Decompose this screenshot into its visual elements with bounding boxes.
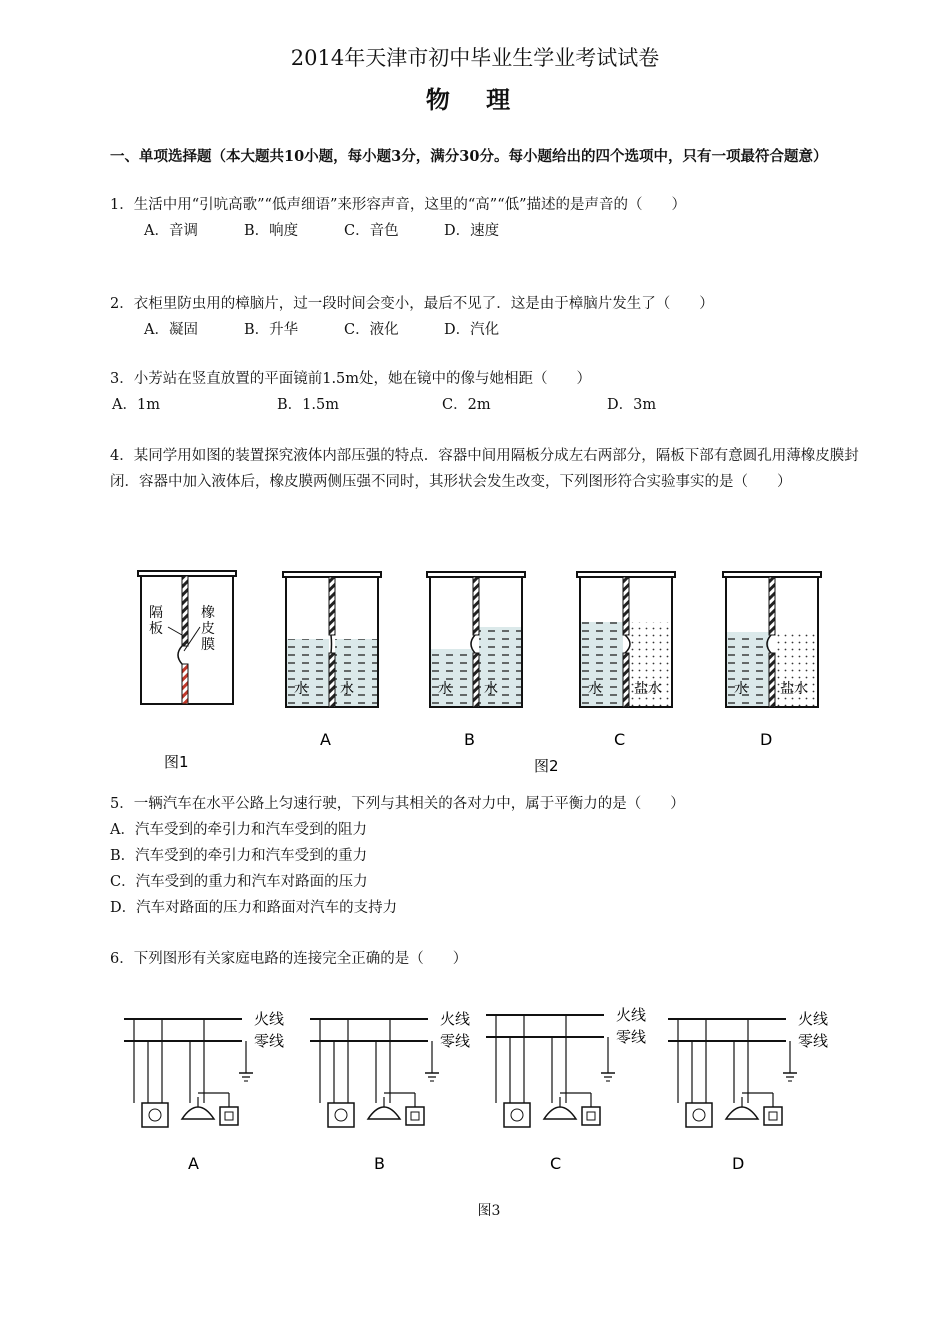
figure-2-panels bbox=[283, 572, 821, 749]
membrane bbox=[331, 635, 332, 653]
question-stem: 3．小芳站在竖直放置的平面镜前1.5m处，她在镜中的像与她相距（ ） bbox=[110, 371, 592, 387]
divider-lower bbox=[473, 653, 479, 707]
question-6 bbox=[110, 946, 870, 972]
panel-letter: C bbox=[614, 730, 626, 749]
figure-3-caption: 图3 bbox=[477, 1203, 501, 1219]
membrane-label-3: 膜 bbox=[201, 637, 215, 653]
lamp-icon bbox=[182, 1107, 214, 1119]
question-stem: 2．衣柜里防虫用的樟脑片，过一段时间会变小，最后不见了．这是由于樟脑片发生了（ ） bbox=[110, 296, 714, 312]
socket-icon bbox=[328, 1103, 354, 1127]
circuit-d bbox=[668, 1010, 828, 1173]
liquid-label-left: 水 bbox=[294, 681, 308, 697]
option-c[interactable]: C．液化 bbox=[344, 322, 399, 338]
figure-pressure bbox=[110, 555, 862, 787]
socket-icon bbox=[686, 1103, 712, 1127]
question-stem: 5．一辆汽车在水平公路上匀速行驶，下列与其相关的各对力中，属于平衡力的是（ ） bbox=[110, 796, 685, 812]
live-label: 火线 bbox=[254, 1010, 285, 1028]
option-c[interactable]: C．汽车受到的重力和汽车对路面的压力 bbox=[110, 874, 368, 890]
switch-icon bbox=[764, 1107, 782, 1125]
divider-upper bbox=[329, 577, 335, 635]
circuit-c bbox=[486, 1006, 646, 1173]
beaker-d bbox=[723, 572, 821, 749]
partition-label-2: 板 bbox=[149, 621, 163, 637]
divider-upper bbox=[473, 577, 479, 635]
options-row bbox=[110, 317, 870, 343]
neutral-label: 零线 bbox=[440, 1032, 471, 1050]
question-4 bbox=[110, 443, 870, 495]
options-row bbox=[110, 218, 870, 244]
options-row bbox=[110, 392, 870, 418]
circuit-letter: D bbox=[732, 1154, 745, 1173]
switch-icon bbox=[582, 1107, 600, 1125]
circuit-panels bbox=[124, 1006, 828, 1173]
option-b[interactable]: B．升华 bbox=[244, 322, 299, 338]
switch-icon bbox=[406, 1107, 424, 1125]
question-2 bbox=[110, 291, 870, 343]
liquid-label-right: 水 bbox=[484, 681, 498, 697]
circuit-letter: A bbox=[188, 1154, 199, 1173]
option-d[interactable]: D．汽车对路面的压力和路面对汽车的支持力 bbox=[110, 900, 398, 916]
divider-upper bbox=[769, 577, 775, 635]
option-b[interactable]: B．汽车受到的牵引力和汽车受到的重力 bbox=[110, 848, 368, 864]
question-5 bbox=[110, 791, 870, 921]
lamp-icon bbox=[544, 1107, 576, 1119]
option-d[interactable]: D．速度 bbox=[444, 223, 500, 239]
section-heading: 一、单项选择题（本大题共10小题，每小题3分，满分30分。每小题给出的四个选项中，只有一项最符合题意） bbox=[110, 148, 828, 165]
option-a[interactable]: A．凝固 bbox=[144, 322, 198, 338]
divider-lower bbox=[623, 653, 629, 707]
liquid-label-left: 水 bbox=[734, 681, 748, 697]
circuit-b bbox=[310, 1010, 470, 1173]
live-label: 火线 bbox=[798, 1010, 829, 1028]
neutral-label: 零线 bbox=[798, 1032, 829, 1050]
liquid-label-left: 水 bbox=[438, 681, 452, 697]
question-stem: 6．下列图形有关家庭电路的连接完全正确的是（ ） bbox=[110, 951, 468, 967]
lamp-icon bbox=[368, 1107, 400, 1119]
live-label: 火线 bbox=[440, 1010, 471, 1028]
option-d[interactable]: D．汽化 bbox=[444, 322, 500, 338]
partition-label-1: 隔 bbox=[149, 605, 163, 621]
socket-icon bbox=[142, 1103, 168, 1127]
figure-1-container bbox=[138, 571, 236, 771]
switch-icon bbox=[220, 1107, 238, 1125]
figure-2-caption: 图2 bbox=[534, 757, 559, 775]
liquid-label-right: 盐水 bbox=[634, 681, 662, 697]
socket-icon bbox=[504, 1103, 530, 1127]
live-label: 火线 bbox=[616, 1006, 647, 1024]
option-b[interactable]: B．响度 bbox=[244, 223, 299, 239]
question-stem: 4．某同学用如图的装置探究液体内部压强的特点．容器中间用隔板分成左右两部分，隔板下部有意圆孔用薄橡皮膜封闭．容器中加入液体后，橡皮膜两侧压强不同时，其形状会发生改变，下列图形符合实验事实的是（ ） bbox=[110, 448, 859, 490]
question-stem: 1．生活中用“引吭高歌”“低声细语”来形容声音，这里的“高”“低”描述的是声音的（ ） bbox=[110, 197, 687, 213]
divider-lower bbox=[769, 653, 775, 707]
option-c[interactable]: C．音色 bbox=[344, 223, 399, 239]
beaker-b bbox=[427, 572, 525, 749]
option-a[interactable]: A．1m bbox=[112, 397, 160, 413]
beaker-a bbox=[283, 572, 381, 749]
question-3 bbox=[110, 366, 870, 418]
option-d[interactable]: D．3m bbox=[607, 397, 657, 413]
membrane-label-2: 皮 bbox=[201, 621, 215, 637]
panel-letter: B bbox=[464, 730, 475, 749]
membrane-label-1: 橡 bbox=[201, 605, 215, 621]
circuit-letter: C bbox=[550, 1154, 562, 1173]
figure-1-caption: 图1 bbox=[164, 753, 189, 771]
panel-letter: D bbox=[760, 730, 773, 749]
lamp-icon bbox=[726, 1107, 758, 1119]
liquid-label-right: 水 bbox=[340, 681, 354, 697]
divider-lower bbox=[329, 653, 335, 707]
liquid-label-right: 盐水 bbox=[780, 681, 808, 697]
exam-title: 2014年天津市初中毕业生学业考试试卷 bbox=[290, 46, 660, 70]
circuit-a bbox=[124, 1010, 284, 1173]
beaker-c bbox=[577, 572, 675, 749]
question-1 bbox=[110, 192, 870, 244]
panel-letter: A bbox=[320, 730, 331, 749]
liquid-left bbox=[430, 649, 473, 707]
neutral-label: 零线 bbox=[616, 1028, 647, 1046]
option-c[interactable]: C．2m bbox=[442, 397, 491, 413]
subject-title: 物 理 bbox=[425, 85, 525, 114]
option-a[interactable]: A．音调 bbox=[144, 223, 198, 239]
circuit-letter: B bbox=[374, 1154, 385, 1173]
neutral-label: 零线 bbox=[254, 1032, 285, 1050]
option-a[interactable]: A．汽车受到的牵引力和汽车受到的阻力 bbox=[110, 822, 367, 838]
figure-circuits bbox=[112, 985, 860, 1190]
option-b[interactable]: B．1.5m bbox=[277, 397, 339, 413]
liquid-label-left: 水 bbox=[588, 681, 602, 697]
divider-upper bbox=[623, 577, 629, 635]
